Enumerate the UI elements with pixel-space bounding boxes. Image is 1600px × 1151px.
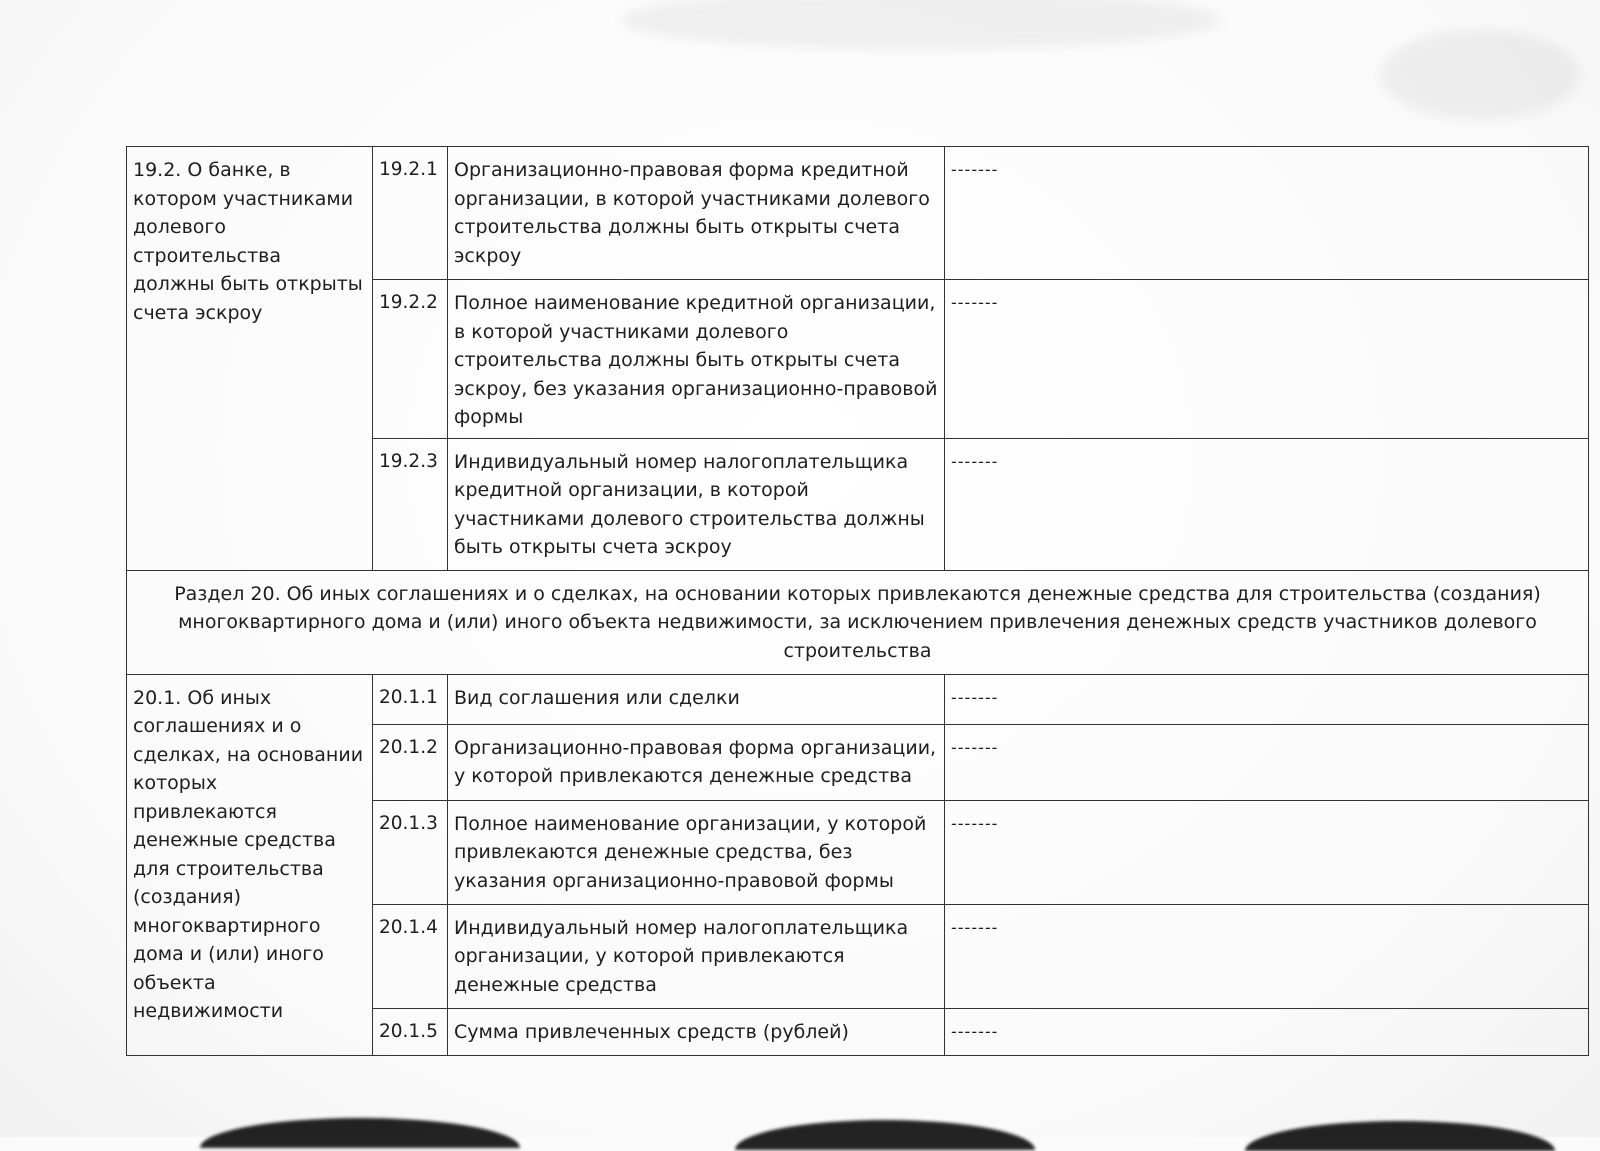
row-value: ------- [945,147,1589,280]
row-number: 20.1.1 [373,674,448,724]
row-description: Организационно-правовая форма кредитной организации, в которой участниками долевого строительства должны быть открыты счета эскроу [448,147,945,280]
table-row [127,674,1589,724]
row-number: 20.1.4 [373,904,448,1008]
scan-smudge [1380,30,1580,120]
row-number: 20.1.3 [373,800,448,904]
row-number: 19.2.3 [373,438,448,570]
row-number: 19.2.2 [373,280,448,439]
row-value: ------- [945,800,1589,904]
row-description: Сумма привлеченных средств (рублей) [448,1008,945,1055]
row-description: Полное наименование кредитной организации, в которой участниками долевого строительства должны быть открыты счета эскроу, без указания организационно-правовой формы [448,280,945,439]
row-description: Организационно-правовая форма организации, у которой привлекаются денежные средства [448,724,945,800]
section-20-1-title: 20.1. Об иных соглашениях и о сделках, на основании которых привлекаются денежные средства для строительства (создания) многоквартирного дома и (или) иного объекта недвижимости [127,674,373,1055]
disclosure-table [126,146,1589,1056]
section-20-header: Раздел 20. Об иных соглашениях и о сделках, на основании которых привлекаются денежные средства для строительства (создания) многоквартирного дома и (или) иного объекта недвижимости, за исключением привлечения денежных средств участников долевого строительства [127,570,1589,674]
row-value: ------- [945,724,1589,800]
row-value: ------- [945,438,1589,570]
row-description: Полное наименование организации, у которой привлекаются денежные средства, без указания организационно-правовой формы [448,800,945,904]
row-number: 19.2.1 [373,147,448,280]
table-row [127,147,1589,280]
section-header-row [127,570,1589,674]
row-description: Вид соглашения или сделки [448,674,945,724]
row-value: ------- [945,1008,1589,1055]
row-number: 20.1.2 [373,724,448,800]
row-description: Индивидуальный номер налогоплательщика кредитной организации, в которой участниками долевого строительства должны быть открыты счета эскроу [448,438,945,570]
row-value: ------- [945,904,1589,1008]
row-value: ------- [945,674,1589,724]
section-19-2-title: 19.2. О банке, в котором участниками долевого строительства должны быть открыты счета эскроу [127,147,373,571]
row-value: ------- [945,280,1589,439]
row-description: Индивидуальный номер налогоплательщика организации, у которой привлекаются денежные средства [448,904,945,1008]
scan-smudge [620,0,1220,50]
row-number: 20.1.5 [373,1008,448,1055]
